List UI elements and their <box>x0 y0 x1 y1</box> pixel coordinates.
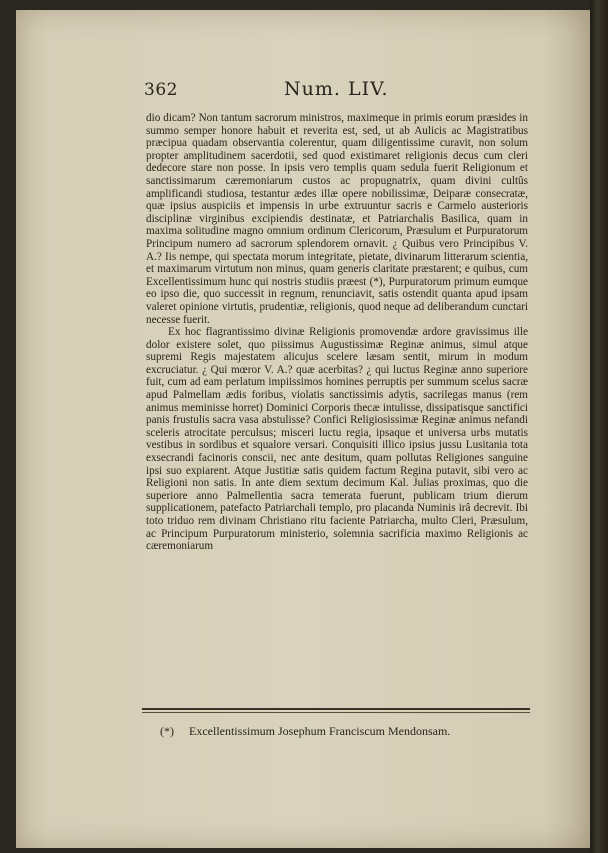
footnote-divider <box>142 708 530 710</box>
paragraph: dio dicam? Non tantum sacrorum ministros, maximeque in primis eorum præsides in summo semper honore habuit et reverita est, sed, ut ab Aulicis ac Magistratibus præcipua quadam observantia colerentur, quam diligentissime curavit, non solum propter amplitudinem sacerdotii, sed quod existimaret religionis decus cum cleri dedecore stare non posse. In ipsis vero templis quam sedula fuerit Religionum et sanctissimarum cæremoniarum custos ac propugnatrix, quam divini cultûs amplificandi studiosa, testantur ædes illæ opere nobilissimæ, Deiparæ consecratæ, quæ ipsius auspiciis et impensis in urbe extruuntur sacris e Carmelo austerioris disciplinæ virginibus excipiendis destinatæ, et Patriarchalis Basilica, quam in maxima solitudine magno omnium ordinum Clericorum, Præsulum et Purpuratorum Principum numero ad sacrorum splendorem ornavit. ¿ Quibus vero Principibus V. A.? Iis nempe, qui spectata morum integritate, pietate, divinarum litterarum scientia, et maximarum virtutum non minus, quam generis claritate præstarent; e quibus, cum Excellentissimum hunc qui nostris studiis præest (*), Purpuratorum primum eumque eo ipso die, quo successit in regnum, renunciavit, satis ostendit quanta apud ipsam valeret opinione virtutis, prudentiæ, religionis, quod neque ad deliberandum cunctari necesse fuerit. <box>146 112 528 326</box>
footnote <box>160 724 540 739</box>
main-text <box>146 112 528 553</box>
running-title: Num. LIV. <box>284 78 389 100</box>
page-header <box>130 78 550 104</box>
paragraph: Ex hoc flagrantissimo divinæ Religionis promovendæ ardore gravissimus ille dolor existere solet, quo piissimus Augustissimæ Reginæ animus, simul atque supremi Regis majestatem alicujus scelere læsam sentit, mirum in modum excruciatur. ¿ Qui mœror V. A.? quæ acerbitas? ¿ qui luctus Reginæ anno superiore fuit, cum ad eam perlatum impiissimos homines perruptis per summum scelus sacræ apud Palmellam ædis foribus, violatis sanctissimis adytis, sacrilegas manus (rem animus meminisse horret) Dominici Corporis thecæ intulisse, dissipatisque sanctifici panis frustulis sacra vasa abstulisse? Confici Religiosissimæ Reginæ animus nefandi sceleris atrocitate perculsus; misceri luctu regia, ipsaque et universa urbs mutatis vestibus in sordibus et squalore versari. Conquisiti illico ipsius jussu Lusitania tota exsecrandi facinoris conscii, nec ante desitum, quam pollutas Religiones sanguine ipsi suo expiarent. Atque Justitiæ satis quidem factum Regina putavit, sibi vero ac Religioni non satis. In ante diem sextum decimum Kal. Julias proximas, quo die superiore anno Palmellentia sacra temerata fuerunt, publicam trium dierum supplicationem, patefacto Patriarchali templo, pro placanda Numinis irâ decrevit. Ibi toto triduo rem divinam Christiano ritu faciente Patriarcha, multo Cleri, Præsulum, ac Principum Purpuratorum ministerio, solemnia sacrificia maximo Religionis ac cæremoniarum <box>146 326 528 553</box>
footnote-divider-thin <box>142 712 530 713</box>
footnote-marker: (*) <box>160 724 174 738</box>
footnote-text: Excellentissimum Josephum Franciscum Mendonsam. <box>189 724 451 738</box>
page-number: 362 <box>144 80 178 100</box>
book-gutter <box>590 0 608 853</box>
